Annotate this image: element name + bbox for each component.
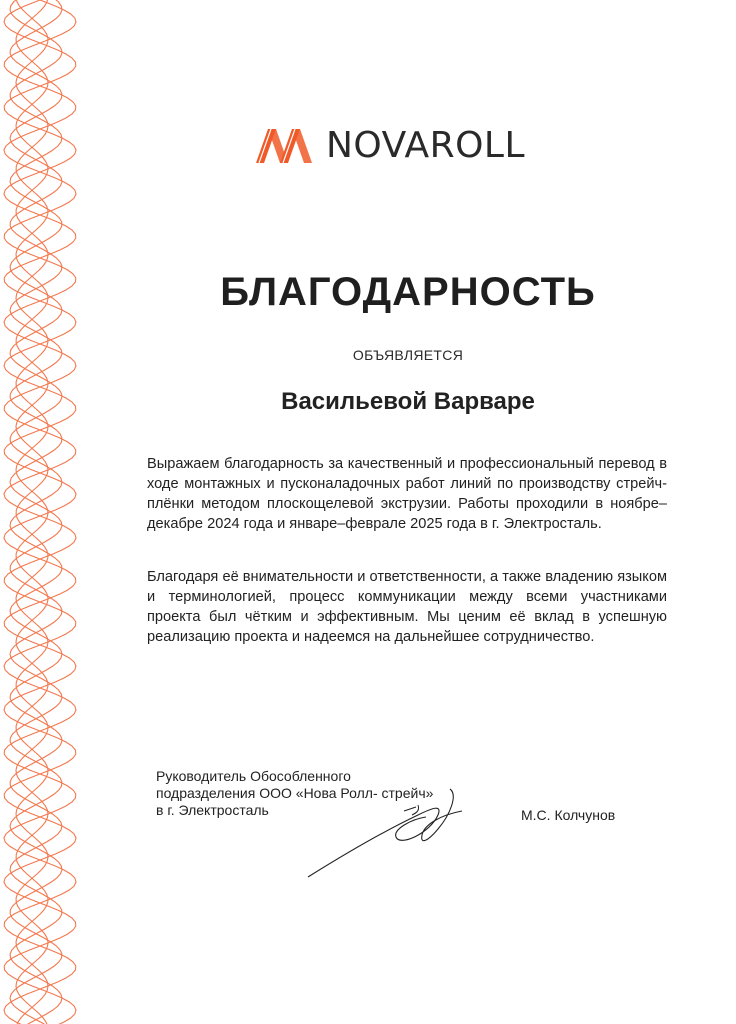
recipient-name: Васильевой Варваре <box>281 388 535 415</box>
wave-line <box>10 0 62 1024</box>
wave-line <box>10 0 62 1024</box>
body-paragraph-1: Выражаем благодарность за качественный и профессиональный перевод в ходе монтажных и пусконаладочных работ линий по производству стрейч-плёнки методом плоскощелевой экструзии. Работы проходили в ноябре–декабре 2024 года и январе–феврале 2025 года в г. Электросталь. <box>147 456 667 532</box>
position-line: в г. Электросталь <box>156 802 269 818</box>
handwritten-signature-icon <box>300 785 480 885</box>
body-paragraph-2: Благодаря её внимательности и ответственности, а также владению языком и терминологией, процесс коммуникации между всеми участниками проекта был чётким и эффективным. Мы ценим её вклад в успешную реализацию проекта и надеемся на дальнейшее сотрудничество. <box>147 569 667 645</box>
company-logo <box>254 124 525 168</box>
certificate-title: БЛАГОДАРНОСТЬ <box>220 270 596 314</box>
position-line: Руководитель Обособленного <box>156 768 351 784</box>
novaroll-logo-mark-icon <box>254 129 316 163</box>
signer-name: М.С. Колчунов <box>521 807 616 823</box>
announce-label: ОБЪЯВЛЯЕТСЯ <box>352 347 464 363</box>
wave-lattice-border <box>0 0 90 1024</box>
logo-wordmark: NOVAROLL <box>326 125 526 166</box>
position-line: подразделения ООО «Нова Ролл- стрейч» <box>156 785 434 801</box>
